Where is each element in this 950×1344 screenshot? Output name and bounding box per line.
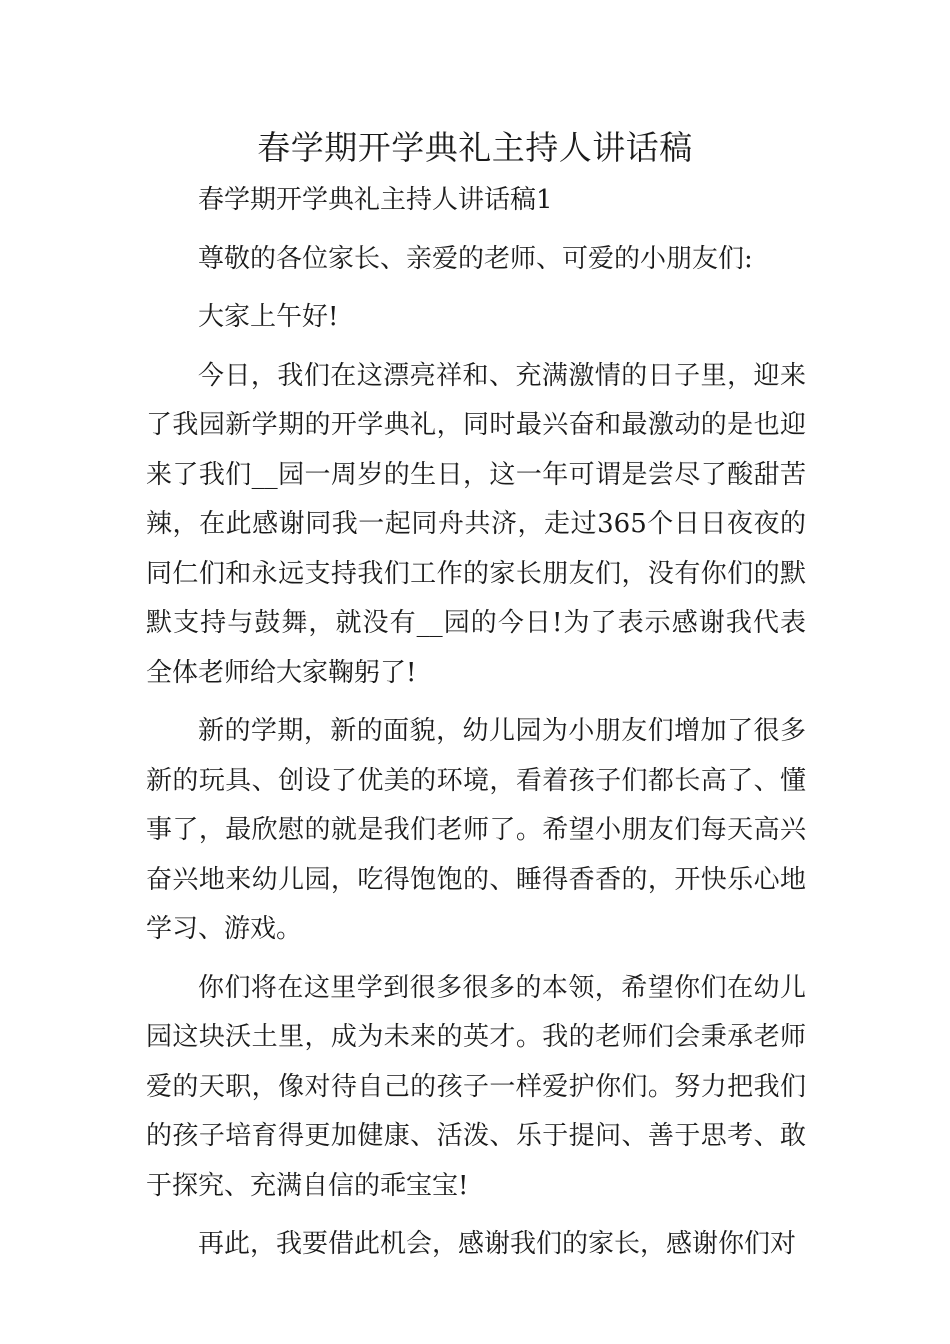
body-paragraph: 新的学期，新的面貌，幼儿园为小朋友们增加了很多新的玩具、创设了优美的环境，看着孩子们都长高了、懂事了，最欣慰的就是我们老师了。希望小朋友们每天高兴奋兴地来幼儿园，吃得饱饱的、睡得香香的，开快乐心地学习、游戏。: [146, 716, 806, 944]
document-title: 春学期开学典礼主持人讲话稿: [257, 128, 693, 167]
body-paragraph: 再此，我要借此机会，感谢我们的家长，感谢你们对: [198, 1229, 797, 1259]
document-body: [146, 176, 806, 1279]
subtitle-paragraph: 春学期开学典礼主持人讲话稿1: [198, 185, 553, 215]
salutation-paragraph: 尊敬的各位家长、亲爱的老师、可爱的小朋友们:: [198, 243, 753, 274]
body-paragraph: 今日，我们在这漂亮祥和、充满激情的日子里，迎来了我园新学期的开学典礼，同时最兴奋和最激动的是也迎来了我们__园一周岁的生日，这一年可谓是尝尽了酸甜苦辣，在此感谢同我一起同舟共济，走过365个日日夜夜的同仁们和永远支持我们工作的家长朋友们，没有你们的默默支持与鼓舞，就没有__园的今日!为了表示感谢我代表全体老师给大家鞠躬了!: [146, 360, 806, 688]
greeting-paragraph: 大家上午好!: [198, 302, 339, 332]
body-paragraph: 你们将在这里学到很多很多的本领，希望你们在幼儿园这块沃土里，成为未来的英才。我的老师们会秉承老师爱的天职，像对待自己的孩子一样爱护你们。努力把我们的孩子培育得更加健康、活泼、乐于提问、善于思考、敢于探究、充满自信的乖宝宝!: [146, 972, 806, 1201]
